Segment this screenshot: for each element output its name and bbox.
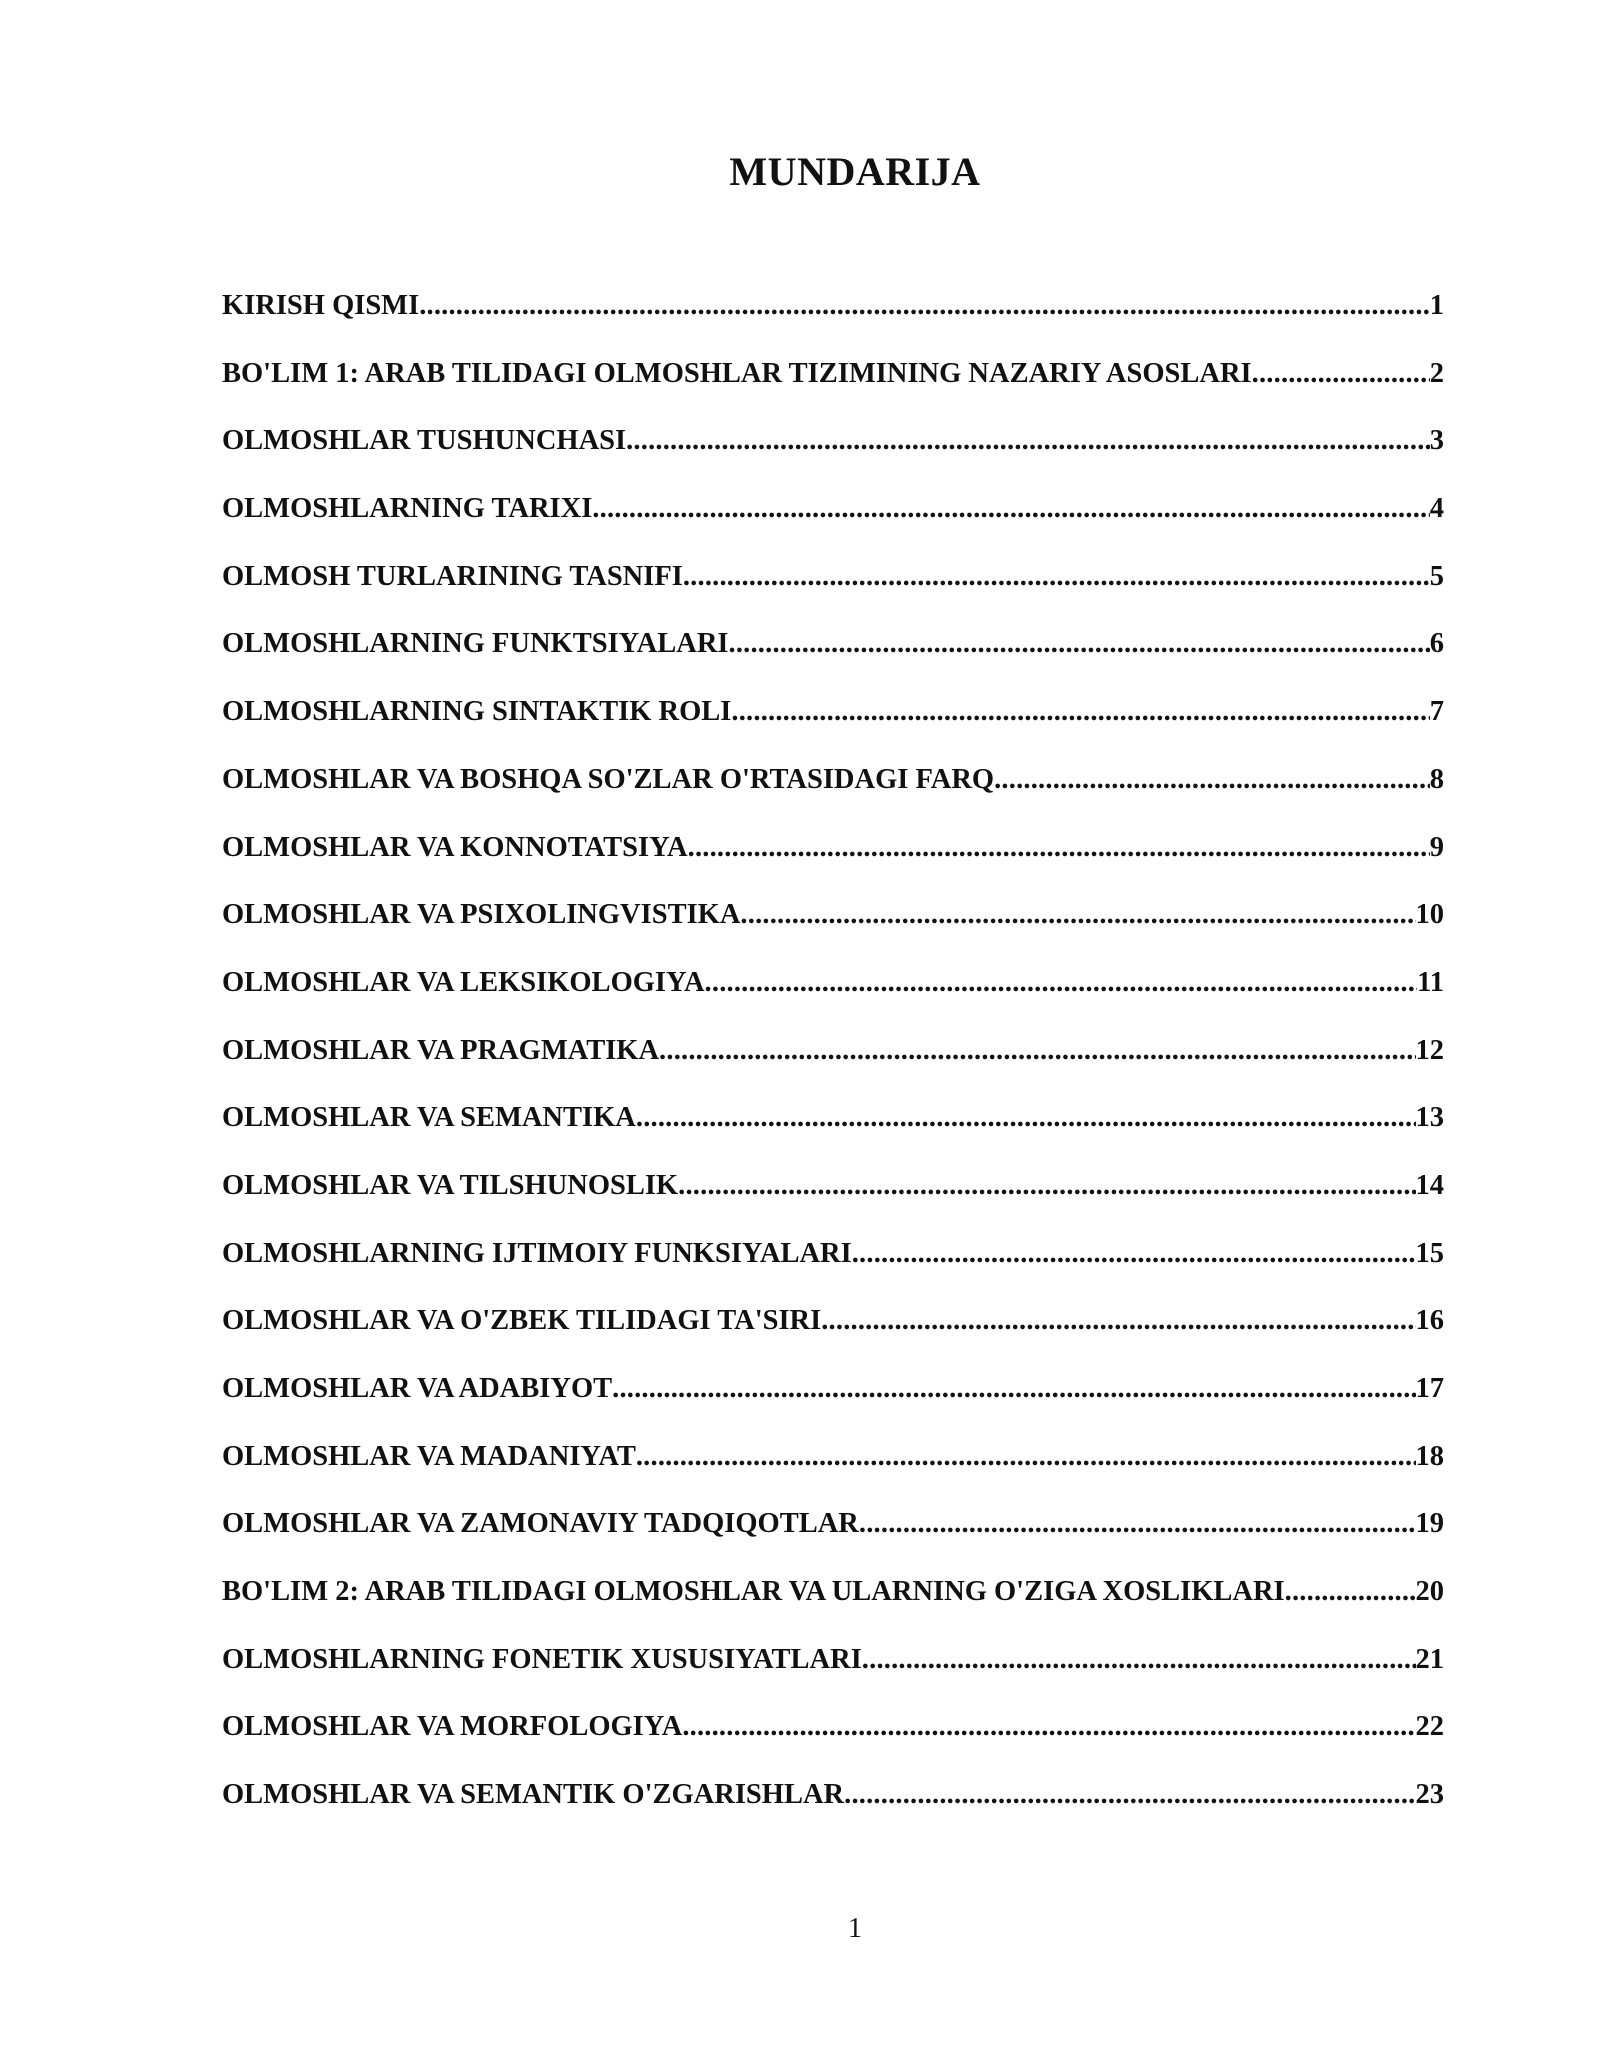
toc-entry[interactable] bbox=[222, 967, 1444, 1035]
toc-entry[interactable] bbox=[222, 493, 1444, 561]
toc-entry-title: OLMOSHLAR VA ZAMONAVIY TADQIQOTLAR bbox=[222, 1508, 859, 1540]
toc-entry-page: 19 bbox=[1415, 1508, 1444, 1540]
toc-entry-page: 13 bbox=[1415, 1102, 1444, 1134]
toc-entry-title: OLMOSH TURLARINING TASNIFI bbox=[222, 560, 683, 592]
toc-entry-title: OLMOSHLAR VA TILSHUNOSLIK bbox=[222, 1169, 679, 1201]
toc-dot-leader bbox=[859, 1508, 1416, 1540]
toc-dot-leader bbox=[731, 696, 1429, 728]
toc-entry-title: KIRISH QISMI bbox=[222, 290, 420, 321]
toc-entry-title: OLMOSHLAR VA PRAGMATIKA bbox=[222, 1034, 660, 1066]
toc-entry-page: 11 bbox=[1417, 966, 1444, 998]
toc-entry[interactable] bbox=[222, 561, 1444, 629]
toc-entry-page: 20 bbox=[1415, 1576, 1444, 1608]
toc-entry-page: 8 bbox=[1429, 763, 1444, 795]
toc-entry-page: 22 bbox=[1415, 1711, 1444, 1743]
toc-dot-leader bbox=[688, 832, 1430, 864]
toc-entry-title: OLMOSHLAR VA BOSHQA SO'ZLAR O'RTASIDAGI FARQ bbox=[222, 763, 995, 795]
toc-entry-title: OLMOSHLARNING TARIXI bbox=[222, 493, 593, 525]
toc-dot-leader bbox=[994, 764, 1430, 796]
toc-entry-page: 17 bbox=[1415, 1373, 1444, 1404]
toc-entry[interactable] bbox=[222, 290, 1444, 358]
toc-dot-leader bbox=[862, 1644, 1416, 1676]
toc-dot-leader bbox=[659, 1035, 1415, 1067]
toc-entry[interactable] bbox=[222, 1779, 1444, 1847]
toc-entry-title: BO'LIM 2: ARAB TILIDAGI OLMOSHLAR VA ULARNING O'ZIGA XOSLIKLARI bbox=[222, 1576, 1285, 1608]
toc-entry-title: OLMOSHLAR VA O'ZBEK TILIDAGI TA'SIRI bbox=[222, 1305, 822, 1337]
toc-entry-page: 1 bbox=[1429, 290, 1444, 321]
toc-entry-page: 16 bbox=[1415, 1305, 1444, 1337]
toc-entry[interactable] bbox=[222, 1238, 1444, 1306]
toc-entry-page: 2 bbox=[1429, 357, 1444, 389]
toc-entry-title: BO'LIM 1: ARAB TILIDAGI OLMOSHLAR TIZIMINING NAZARIY ASOSLARI bbox=[222, 357, 1252, 389]
toc-entry[interactable] bbox=[222, 1035, 1444, 1103]
page-number: 1 bbox=[848, 1913, 862, 1944]
toc-entry[interactable] bbox=[222, 1576, 1444, 1644]
toc-dot-leader bbox=[626, 425, 1430, 457]
toc-dot-leader bbox=[852, 1238, 1416, 1270]
toc-entry-title: OLMOSHLAR VA LEKSIKOLOGIYA bbox=[222, 966, 705, 998]
toc-entry[interactable] bbox=[222, 628, 1444, 696]
toc-entry-title: OLMOSHLAR VA SEMANTIKA bbox=[222, 1102, 636, 1134]
toc-dot-leader bbox=[1252, 358, 1430, 390]
table-of-contents bbox=[222, 290, 1444, 1847]
toc-entry[interactable] bbox=[222, 832, 1444, 900]
toc-entry-page: 3 bbox=[1429, 425, 1444, 457]
toc-entry[interactable] bbox=[222, 1102, 1444, 1170]
toc-entry[interactable] bbox=[222, 1441, 1444, 1509]
toc-entry[interactable] bbox=[222, 1508, 1444, 1576]
toc-entry[interactable] bbox=[222, 358, 1444, 426]
toc-entry-page: 12 bbox=[1415, 1034, 1444, 1066]
page-title: MUNDARIJA bbox=[729, 149, 981, 194]
toc-entry[interactable] bbox=[222, 1305, 1444, 1373]
toc-entry-title: OLMOSHLARNING FUNKTSIYALARI bbox=[222, 628, 729, 660]
toc-entry-page: 10 bbox=[1415, 899, 1444, 931]
toc-dot-leader bbox=[844, 1779, 1415, 1811]
toc-dot-leader bbox=[612, 1373, 1415, 1405]
toc-entry-page: 6 bbox=[1429, 628, 1444, 660]
toc-entry-page: 9 bbox=[1429, 831, 1444, 863]
toc-entry[interactable] bbox=[222, 899, 1444, 967]
toc-dot-leader bbox=[740, 899, 1415, 931]
toc-entry-page: 5 bbox=[1429, 560, 1444, 592]
toc-entry-page: 21 bbox=[1415, 1643, 1444, 1675]
toc-entry[interactable] bbox=[222, 425, 1444, 493]
toc-entry-page: 23 bbox=[1415, 1779, 1444, 1811]
toc-entry-page: 4 bbox=[1429, 493, 1444, 525]
toc-entry[interactable] bbox=[222, 1711, 1444, 1779]
toc-entry-page: 15 bbox=[1415, 1237, 1444, 1269]
toc-entry-title: OLMOSHLAR TUSHUNCHASI bbox=[222, 425, 627, 457]
toc-entry-title: OLMOSHLAR VA KONNOTATSIYA bbox=[222, 831, 688, 863]
toc-dot-leader bbox=[636, 1441, 1416, 1473]
toc-entry[interactable] bbox=[222, 1170, 1444, 1238]
toc-entry-title: OLMOSHLARNING FONETIK XUSUSIYATLARI bbox=[222, 1643, 862, 1675]
toc-entry-title: OLMOSHLAR VA MORFOLOGIYA bbox=[222, 1711, 683, 1743]
toc-entry[interactable] bbox=[222, 1644, 1444, 1712]
toc-dot-leader bbox=[682, 1711, 1415, 1743]
toc-dot-leader bbox=[683, 561, 1430, 593]
toc-entry[interactable] bbox=[222, 1373, 1444, 1441]
toc-dot-leader bbox=[678, 1170, 1415, 1202]
toc-entry[interactable] bbox=[222, 696, 1444, 764]
toc-dot-leader bbox=[592, 493, 1429, 525]
toc-entry-page: 14 bbox=[1415, 1169, 1444, 1201]
toc-entry[interactable] bbox=[222, 764, 1444, 832]
toc-entry-page: 18 bbox=[1415, 1440, 1444, 1472]
toc-entry-page: 7 bbox=[1429, 696, 1444, 728]
toc-dot-leader bbox=[1285, 1576, 1416, 1608]
toc-entry-title: OLMOSHLAR VA MADANIYAT bbox=[222, 1440, 636, 1472]
toc-dot-leader bbox=[729, 628, 1430, 660]
toc-dot-leader bbox=[705, 967, 1418, 999]
toc-entry-title: OLMOSHLAR VA PSIXOLINGVISTIKA bbox=[222, 899, 741, 931]
toc-dot-leader bbox=[636, 1102, 1416, 1134]
toc-entry-title: OLMOSHLAR VA SEMANTIK O'ZGARISHLAR bbox=[222, 1779, 845, 1811]
toc-entry-title: OLMOSHLARNING SINTAKTIK ROLI bbox=[222, 696, 732, 728]
toc-entry-title: OLMOSHLARNING IJTIMOIY FUNKSIYALARI bbox=[222, 1237, 852, 1269]
toc-dot-leader bbox=[419, 290, 1430, 322]
toc-dot-leader bbox=[821, 1305, 1415, 1337]
toc-entry-title: OLMOSHLAR VA ADABIYOT bbox=[222, 1373, 613, 1404]
